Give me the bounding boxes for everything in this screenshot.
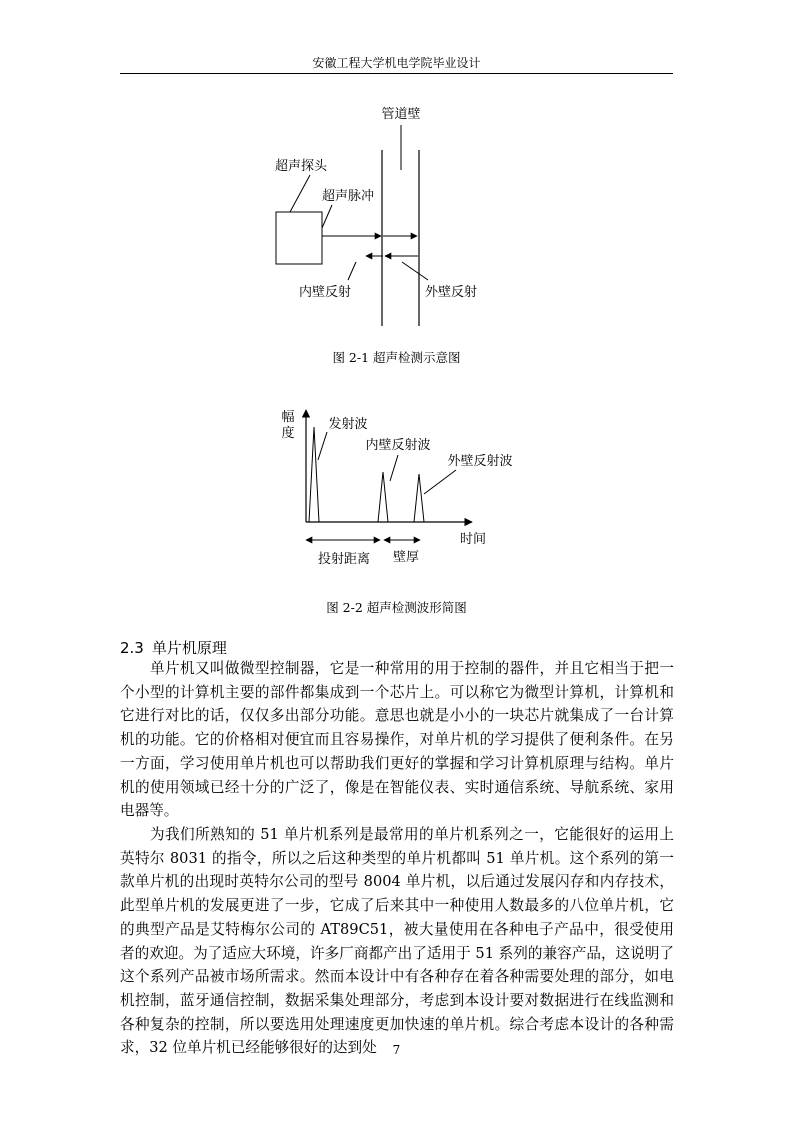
thickness-label: 壁厚 xyxy=(392,550,420,565)
amplitude-label-1: 幅 xyxy=(281,410,295,425)
inner-leader xyxy=(390,455,398,481)
section-number: 2.3 xyxy=(120,639,144,657)
outer-leader xyxy=(424,470,456,494)
paragraph-2: 为我们所熟知的 51 单片机系列是最常用的单片机系列之一，它能很好的运用上英特尔 8031 的指令，所以之后这种类型的单片机都叫 51 单片机。这个系列的第一款单片机的出现时英特尔公司的型号 8004 单片机，以后通过发展闪存和内存技术，此型单片机的发展更进了一步，它成了后来其中一种使用人数最多的八位单片机，它的典型产品是艾特梅尔公司的 AT89C51，被大量使用在各种电子产品中，很受使用者的欢迎。为了适应大环境，许多厂商都产出了适用于 51 系列的兼容产品，这说明了这个系列产品被市场所需求。然而本设计中有各种存在着各种需要处理的部分，如电机控制，蓝牙通信控制，数据采集处理部分，考虑到本设计要对数据进行在线监测和各种复杂的控制，所以要选用处理速度更加快速的单片机。综合考虑本设计的各种需求，32 位单片机已经能够很好的达到处 xyxy=(120,826,674,1057)
emitted-wave-peak xyxy=(309,427,319,522)
outer-wave-label: 外壁反射波 xyxy=(447,454,513,469)
distance-label: 投射距离 xyxy=(317,552,371,567)
emitted-wave-label: 发射波 xyxy=(328,417,368,432)
emitted-leader xyxy=(318,432,327,460)
amplitude-label-2: 度 xyxy=(281,426,295,441)
pipe-wall-label: 管道壁 xyxy=(381,107,421,122)
inner-wave-label: 内壁反射波 xyxy=(365,438,431,453)
inner-reflection-label: 内壁反射 xyxy=(298,285,352,300)
section-heading xyxy=(120,637,235,658)
time-axis-label: 时间 xyxy=(459,532,487,547)
figure-1-caption: 图 2-1 超声检测示意图 xyxy=(332,350,461,365)
page-number: 7 xyxy=(392,1043,401,1057)
section-title: 单片机原理 xyxy=(151,639,227,657)
pulse-label: 超声脉冲 xyxy=(321,189,375,204)
paragraph-1: 单片机又叫做微型控制器，它是一种常用的用于控制的器件，并且它相当于把一个小型的计算机主要的部件都集成到一个芯片上。可以称它为微型计算机，计算机和它进行对比的话，仅仅多出部分功能。意思也就是小小的一块芯片就集成了一台计算机的功能。它的价格相对便宜而且容易操作，对单片机的学习提供了便利条件。在另一方面，学习使用单片机也可以帮助我们更好的掌握和学习计算机原理与结构。单片机的使用领域已经十分的广泛了，像是在智能仪表、实时通信系统、导航系统、家用电器等。 xyxy=(120,660,674,820)
probe-label: 超声探头 xyxy=(274,159,328,174)
outer-reflection-label: 外壁反射 xyxy=(424,285,478,300)
figure-2-caption: 图 2-2 超声检测波形简图 xyxy=(326,600,467,615)
page-header: 安徽工程大学机电学院毕业设计 xyxy=(312,56,481,70)
inner-reflection-wave-peak xyxy=(378,472,388,522)
outer-reflection-wave-peak xyxy=(414,474,424,522)
